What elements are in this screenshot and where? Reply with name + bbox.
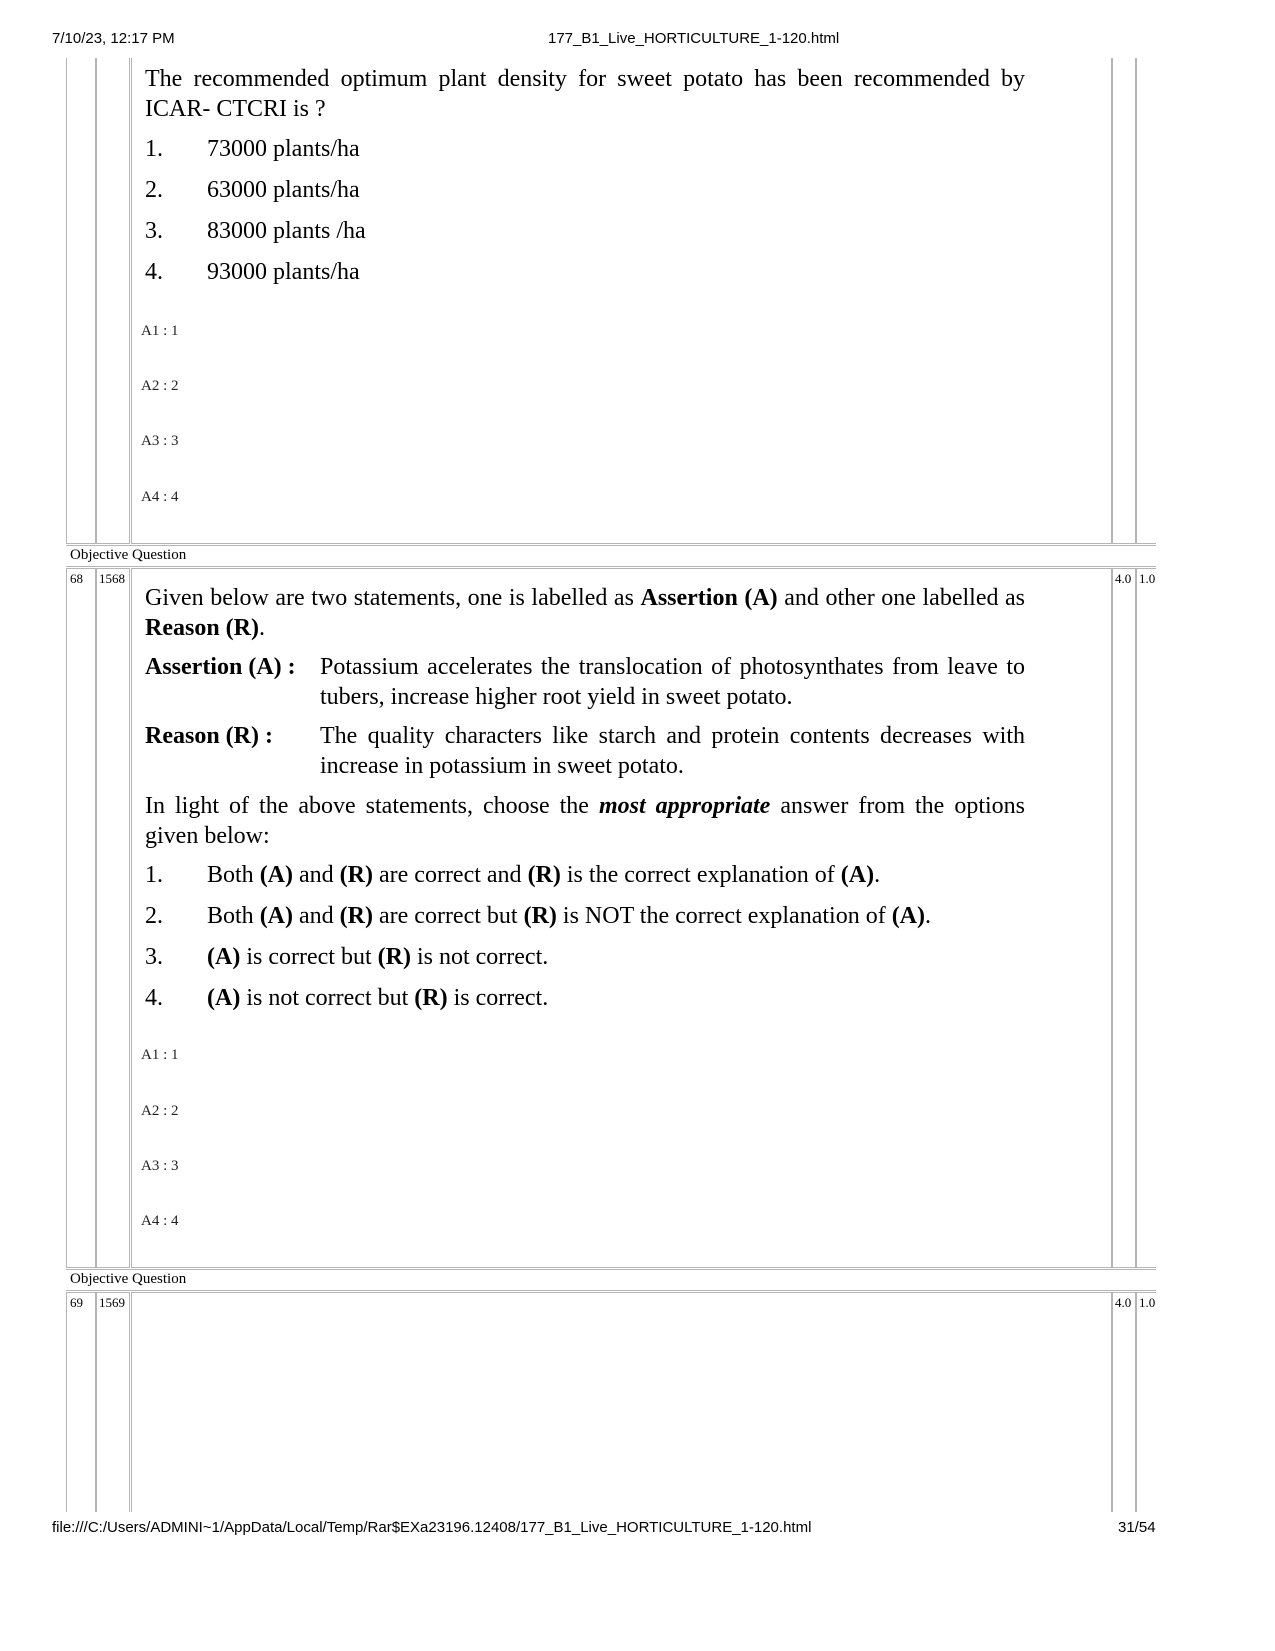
question-type-label: Objective Question [70,547,187,563]
answer-option-1: A1 : 1 [141,323,179,339]
divider [66,1290,1156,1291]
sno-cell [66,568,96,1268]
option-4: 4. 93000 plants/ha [145,259,360,285]
marks-cell [1112,568,1136,1268]
option-4: 4. (A) is not correct but (R) is correct. [145,985,549,1011]
question-text: The recommended optimum plant density for sweet potato has been recommended by ICAR- CTCRI is ? [145,66,1025,122]
instruction-text: In light of the above statements, choose the most appropriate answer from the options given below: [145,793,1026,849]
question-id: 1568 [99,571,125,586]
answer-option-3: A3 : 3 [141,433,179,449]
option-1: 1. Both (A) and (R) are correct and (R) is the correct explanation of (A). [145,862,881,888]
option-2: 2. Both (A) and (R) are correct but (R) is NOT the correct explanation of (A). [145,903,932,929]
marks-cell [1112,58,1136,544]
question-id: 1569 [99,1295,125,1310]
answer-option-2: A2 : 2 [141,378,179,394]
assertion-text: Potassium accelerates the translocation of photosynthates from leave to tubers, increase higher root yield in sweet potato. [320,654,1025,710]
negative-marks-value: 1.0 [1139,1295,1156,1310]
qid-cell [96,1292,130,1512]
print-title: 177_B1_Live_HORTICULTURE_1-120.html [548,30,840,47]
option-3: 3. (A) is correct but (R) is not correct. [145,944,549,970]
answer-option-2: A2 : 2 [141,1103,179,1119]
sno-cell [66,1292,96,1512]
sno-cell [66,58,96,544]
reason-text: The quality characters like starch and protein contents decreases with increase in potassium in sweet potato. [320,723,1025,779]
qid-cell [96,568,130,1268]
page-number: 31/54 [1118,1519,1156,1536]
print-datetime: 7/10/23, 12:17 PM [52,30,175,47]
marks-value: 4.0 [1115,571,1132,586]
print-file-path: file:///C:/Users/ADMINI~1/AppData/Local/Temp/Rar$EXa23196.12408/177_B1_Live_HORTICULTURE_1-120.html [52,1519,812,1536]
marks-value: 4.0 [1115,1295,1132,1310]
serial-number: 68 [70,571,83,586]
reason-label: Reason (R) : [145,723,273,749]
marks-cell [1112,1292,1136,1512]
answer-option-4: A4 : 4 [141,489,179,505]
divider [66,545,1156,546]
answer-option-3: A3 : 3 [141,1158,179,1174]
option-2: 2. 63000 plants/ha [145,177,360,203]
question-body-cell [131,1292,1112,1512]
neg-cell [1136,568,1156,1268]
answer-option-4: A4 : 4 [141,1213,179,1229]
assertion-label: Assertion (A) : [145,654,296,680]
question-type-label: Objective Question [70,1271,187,1287]
question-intro: Given below are two statements, one is labelled as Assertion (A) and other one labelled as Reason (R). [145,585,1026,641]
answer-option-1: A1 : 1 [141,1047,179,1063]
neg-cell [1136,58,1156,544]
qid-cell [96,58,130,544]
divider [66,566,1156,567]
divider [66,1269,1156,1270]
negative-marks-value: 1.0 [1139,571,1156,586]
option-3: 3. 83000 plants /ha [145,218,366,244]
question-body-cell [131,58,1112,544]
serial-number: 69 [70,1295,83,1310]
neg-cell [1136,1292,1156,1512]
option-1: 1. 73000 plants/ha [145,136,360,162]
